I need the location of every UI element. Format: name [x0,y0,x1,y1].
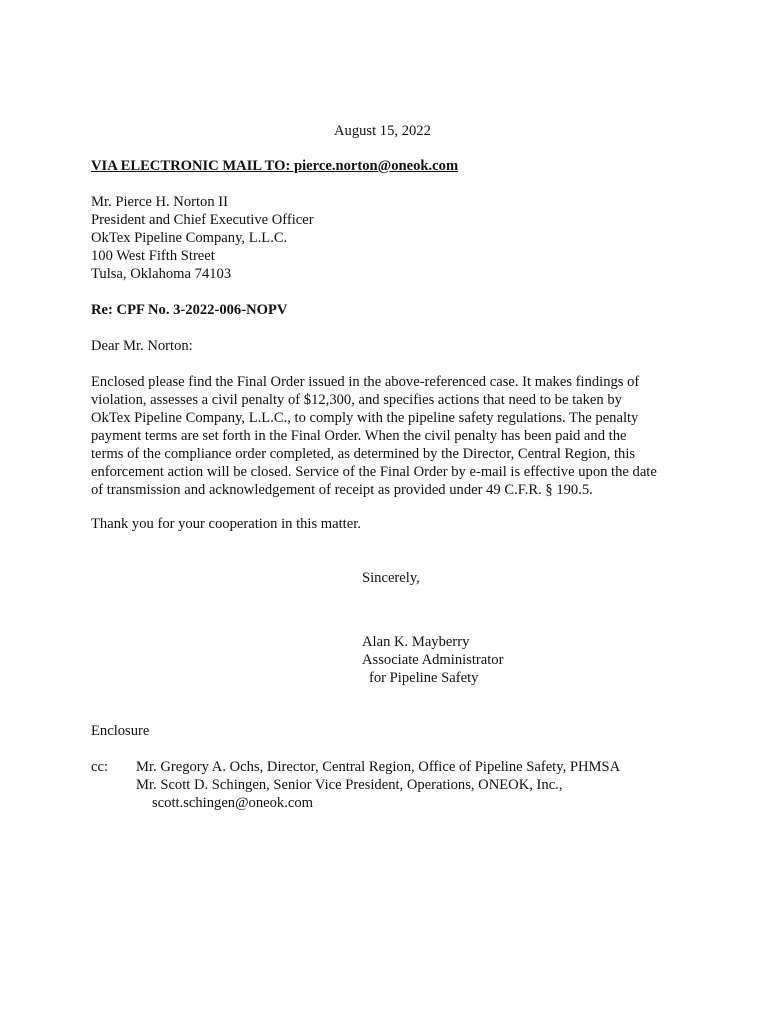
body-line: violation, assesses a civil penalty of $12,300, and specifies actions that need to be taken by [91,392,622,408]
thanks-line: Thank you for your cooperation in this matter. [91,516,361,532]
closing: Sincerely, [362,570,420,586]
signer-title: Associate Administrator [362,652,504,668]
cc-label: cc: [91,759,109,775]
via-email-line: VIA ELECTRONIC MAIL TO: pierce.norton@oneok.com [91,158,459,174]
recipient-street: 100 West Fifth Street [91,248,215,264]
cc-entry: Mr. Scott D. Schingen, Senior Vice President, Operations, ONEOK, Inc., [136,777,563,793]
body-paragraph [91,373,657,499]
re-line: Re: CPF No. 3-2022-006-NOPV [91,302,288,318]
enclosure-note: Enclosure [91,723,150,739]
recipient-city-state-zip: Tulsa, Oklahoma 74103 [91,266,232,282]
signer-title-continued: for Pipeline Safety [369,670,479,686]
cc-list [136,758,620,812]
body-line: payment terms are set forth in the Final Order. When the civil penalty has been paid and the [91,428,627,444]
body-line: of transmission and acknowledgement of receipt as provided under 49 C.F.R. § 190.5. [91,482,593,498]
letter-date: August 15, 2022 [334,123,431,139]
recipient-title: President and Chief Executive Officer [91,212,314,228]
signer-name: Alan K. Mayberry [362,634,470,650]
body-line: enforcement action will be closed. Service of the Final Order by e-mail is effective upon the date [91,464,657,480]
cc-entry-email: scott.schingen@oneok.com [152,795,313,811]
signature-block [362,633,503,687]
recipient-address-block [91,193,314,283]
recipient-company: OkTex Pipeline Company, L.L.C. [91,230,288,246]
body-line: terms of the compliance order completed, as determined by the Director, Central Region, this [91,446,636,462]
salutation: Dear Mr. Norton: [91,338,193,354]
body-line: OkTex Pipeline Company, L.L.C., to comply with the pipeline safety regulations. The penalty [91,410,639,426]
cc-entry: Mr. Gregory A. Ochs, Director, Central Region, Office of Pipeline Safety, PHMSA [136,759,621,775]
recipient-name: Mr. Pierce H. Norton II [91,194,228,210]
body-line: Enclosed please find the Final Order issued in the above-referenced case. It makes findings of [91,374,640,390]
